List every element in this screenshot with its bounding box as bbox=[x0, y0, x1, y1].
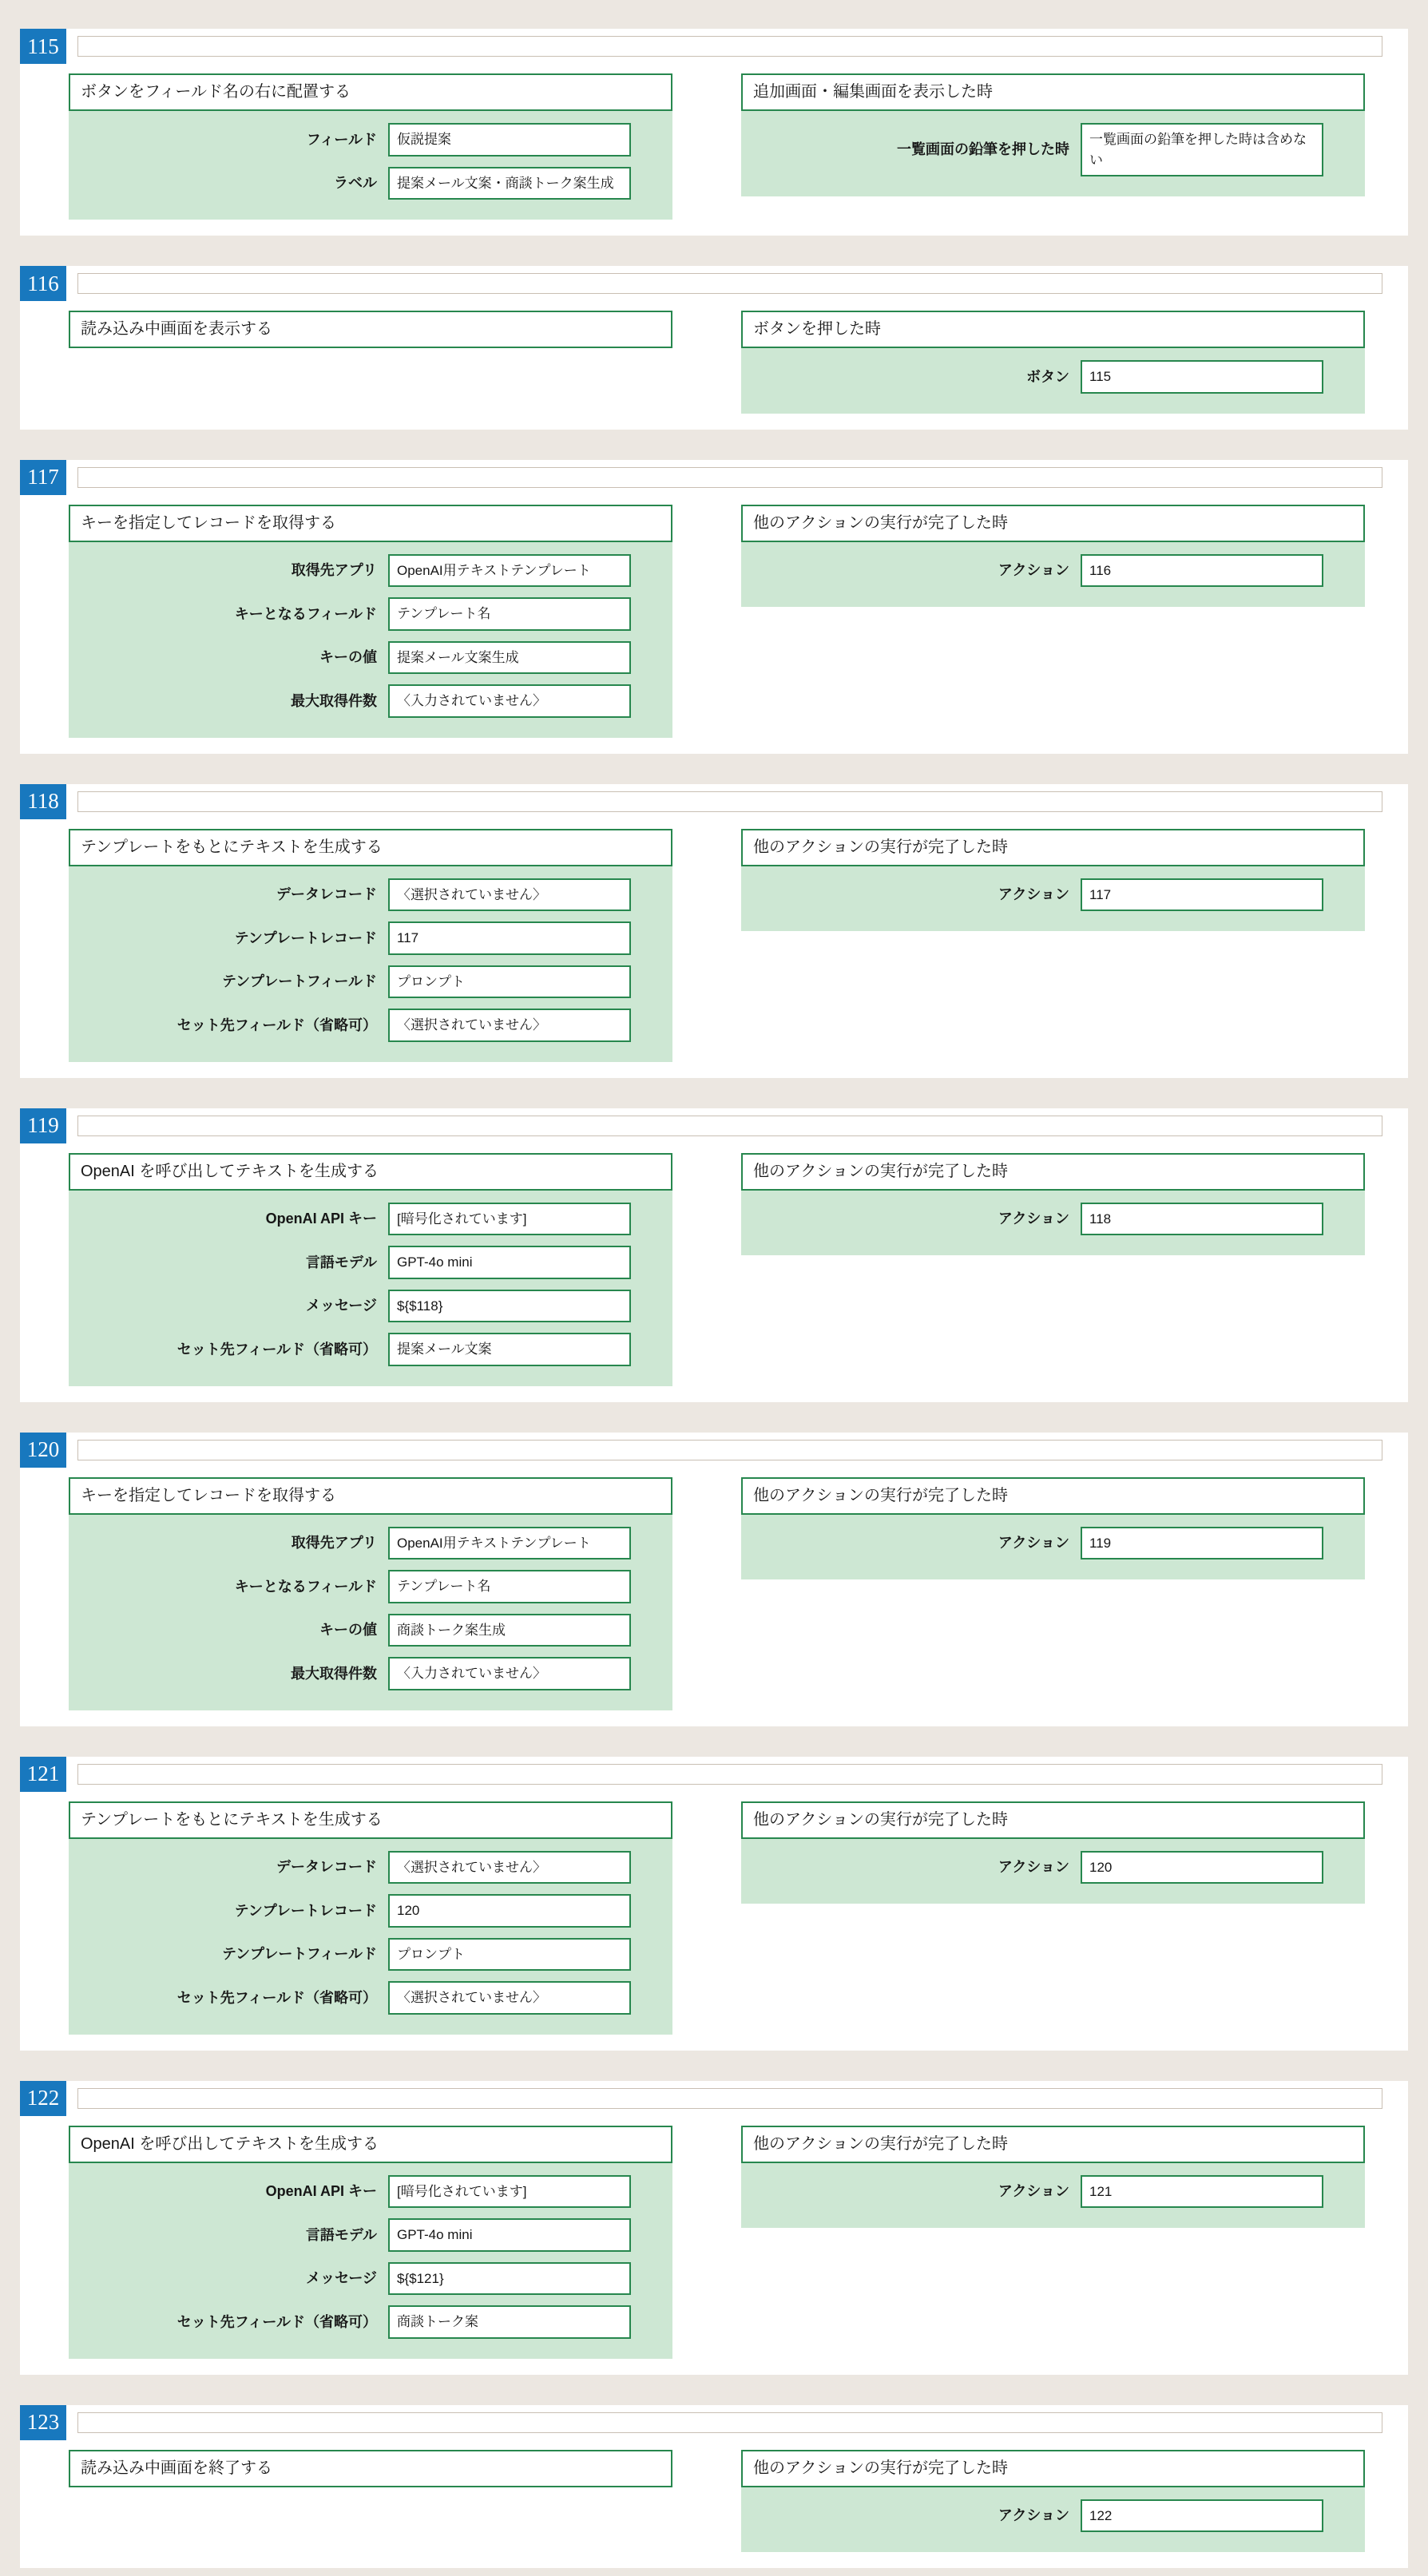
field-value-box[interactable]: 商談トーク案 bbox=[388, 2305, 631, 2339]
field-label: OpenAI API キー bbox=[265, 1211, 377, 1227]
field-label: セット先フィールド（省略可） bbox=[177, 1989, 377, 2006]
panel-body bbox=[741, 348, 1365, 414]
field-value-box[interactable]: プロンプト bbox=[388, 965, 631, 999]
field-row bbox=[69, 167, 631, 200]
field-row bbox=[69, 684, 631, 718]
field-label: テンプレートレコード bbox=[234, 1902, 377, 1919]
field-value-box[interactable]: 117 bbox=[1081, 878, 1323, 912]
block-number-badge: 116 bbox=[20, 266, 66, 301]
block-header bbox=[20, 784, 1408, 819]
field-row bbox=[69, 921, 631, 955]
panel-title: テンプレートをもとにテキストを生成する bbox=[69, 1801, 672, 1839]
action-panel bbox=[69, 311, 672, 348]
block-header bbox=[20, 266, 1408, 301]
field-label: メッセージ bbox=[306, 1298, 377, 1314]
field-row bbox=[69, 965, 631, 999]
field-value-box[interactable]: OpenAI用テキストテンプレート bbox=[388, 554, 631, 588]
memo-input[interactable] bbox=[77, 36, 1382, 57]
block-header bbox=[20, 29, 1408, 64]
field-row bbox=[69, 1570, 631, 1603]
field-value-box[interactable]: 仮説提案 bbox=[388, 123, 631, 157]
block-panels bbox=[69, 73, 1365, 220]
field-row bbox=[69, 2305, 631, 2339]
action-panel bbox=[69, 1477, 672, 1710]
field-label: 一覧画面の鉛筆を押した時 bbox=[897, 141, 1069, 158]
field-value-box[interactable]: ${$121} bbox=[388, 2262, 631, 2296]
field-value-box[interactable]: テンプレート名 bbox=[388, 597, 631, 631]
field-value-box[interactable]: 提案メール文案生成 bbox=[388, 641, 631, 675]
memo-input[interactable] bbox=[77, 2412, 1382, 2433]
field-row bbox=[69, 554, 631, 588]
panel-body bbox=[741, 866, 1365, 932]
action-block bbox=[20, 29, 1408, 236]
field-row bbox=[741, 360, 1323, 394]
block-header bbox=[20, 2081, 1408, 2116]
field-row bbox=[69, 1938, 631, 1972]
action-block bbox=[20, 266, 1408, 430]
block-panels bbox=[69, 505, 1365, 738]
block-number-badge: 115 bbox=[20, 29, 66, 64]
field-value-box[interactable]: 118 bbox=[1081, 1203, 1323, 1236]
field-value-box[interactable]: プロンプト bbox=[388, 1938, 631, 1972]
trigger-panel bbox=[741, 1477, 1365, 1580]
field-label: アクション bbox=[998, 1211, 1069, 1227]
field-row bbox=[741, 878, 1323, 912]
panel-body bbox=[69, 1839, 672, 2035]
memo-input[interactable] bbox=[77, 467, 1382, 488]
trigger-panel bbox=[741, 1801, 1365, 1904]
field-value-box[interactable]: 一覧画面の鉛筆を押した時は含めない bbox=[1081, 123, 1323, 176]
field-row bbox=[69, 1981, 631, 2015]
field-value-box[interactable]: 115 bbox=[1081, 360, 1323, 394]
field-label: ボタン bbox=[1026, 368, 1069, 385]
trigger-panel bbox=[741, 2450, 1365, 2553]
field-label: フィールド bbox=[306, 131, 377, 148]
field-value-box[interactable]: 122 bbox=[1081, 2499, 1323, 2533]
field-label: キーの値 bbox=[319, 649, 377, 665]
panel-body bbox=[69, 866, 672, 1062]
block-panels bbox=[69, 2450, 1365, 2553]
field-label: アクション bbox=[998, 886, 1069, 902]
field-label: アクション bbox=[998, 562, 1069, 578]
field-row bbox=[69, 1851, 631, 1884]
field-value-box[interactable]: 〈入力されていません〉 bbox=[388, 684, 631, 718]
field-row bbox=[69, 1333, 631, 1366]
field-label: ラベル bbox=[334, 175, 377, 191]
panel-body bbox=[69, 1191, 672, 1386]
trigger-panel bbox=[741, 2126, 1365, 2229]
action-block bbox=[20, 1108, 1408, 1402]
panel-title: キーを指定してレコードを取得する bbox=[69, 1477, 672, 1515]
block-panels bbox=[69, 1801, 1365, 2035]
panel-title: OpenAI を呼び出してテキストを生成する bbox=[69, 1153, 672, 1191]
action-panel bbox=[69, 2126, 672, 2359]
field-row bbox=[69, 2218, 631, 2252]
panel-title: 読み込み中画面を表示する bbox=[69, 311, 672, 348]
field-value-box[interactable]: [暗号化されています] bbox=[388, 2175, 631, 2209]
field-row bbox=[69, 641, 631, 675]
panel-body bbox=[741, 1191, 1365, 1256]
field-value-box[interactable]: 提案メール文案 bbox=[388, 1333, 631, 1366]
action-panel bbox=[69, 1801, 672, 2035]
field-label: キーの値 bbox=[319, 1622, 377, 1638]
field-value-box[interactable]: ${$118} bbox=[388, 1290, 631, 1323]
memo-input[interactable] bbox=[77, 2088, 1382, 2109]
field-label: セット先フィールド（省略可） bbox=[177, 1017, 377, 1033]
field-label: キーとなるフィールド bbox=[234, 1578, 377, 1595]
panel-title: 他のアクションの実行が完了した時 bbox=[741, 2450, 1365, 2487]
block-header bbox=[20, 1757, 1408, 1792]
trigger-panel bbox=[741, 829, 1365, 932]
memo-input[interactable] bbox=[77, 1440, 1382, 1460]
field-label: アクション bbox=[998, 1535, 1069, 1551]
memo-input[interactable] bbox=[77, 791, 1382, 812]
field-label: 言語モデル bbox=[305, 1254, 377, 1270]
field-row bbox=[741, 1527, 1323, 1560]
panel-body bbox=[741, 111, 1365, 196]
panel-title: 追加画面・編集画面を表示した時 bbox=[741, 73, 1365, 111]
field-row bbox=[69, 1203, 631, 1236]
field-row bbox=[741, 1851, 1323, 1884]
field-row bbox=[741, 554, 1323, 588]
memo-input[interactable] bbox=[77, 1116, 1382, 1136]
field-row bbox=[69, 1527, 631, 1560]
field-label: OpenAI API キー bbox=[265, 2183, 377, 2199]
panel-title: 他のアクションの実行が完了した時 bbox=[741, 1801, 1365, 1839]
panel-title: ボタンをフィールド名の右に配置する bbox=[69, 73, 672, 111]
field-label: データレコード bbox=[276, 1859, 377, 1875]
block-number-badge: 117 bbox=[20, 460, 66, 495]
action-panel bbox=[69, 1153, 672, 1386]
panel-body bbox=[69, 542, 672, 738]
field-label: セット先フィールド（省略可） bbox=[177, 1341, 377, 1357]
panel-body bbox=[741, 2163, 1365, 2229]
field-row bbox=[69, 1894, 631, 1928]
block-number-badge: 123 bbox=[20, 2405, 66, 2440]
field-label: 取得先アプリ bbox=[291, 562, 377, 578]
field-row bbox=[69, 878, 631, 912]
field-value-box[interactable]: 〈選択されていません〉 bbox=[388, 1009, 631, 1042]
field-row bbox=[69, 1657, 631, 1690]
action-block bbox=[20, 460, 1408, 754]
panel-title: テンプレートをもとにテキストを生成する bbox=[69, 829, 672, 866]
field-value-box[interactable]: 121 bbox=[1081, 2175, 1323, 2209]
block-number-badge: 122 bbox=[20, 2081, 66, 2116]
action-block bbox=[20, 784, 1408, 1078]
trigger-panel bbox=[741, 505, 1365, 608]
panel-title: 読み込み中画面を終了する bbox=[69, 2450, 672, 2487]
field-label: データレコード bbox=[276, 886, 377, 902]
trigger-panel bbox=[741, 73, 1365, 196]
field-row bbox=[69, 597, 631, 631]
panel-title: 他のアクションの実行が完了した時 bbox=[741, 829, 1365, 866]
field-value-box[interactable]: 〈選択されていません〉 bbox=[388, 878, 631, 912]
panel-title: ボタンを押した時 bbox=[741, 311, 1365, 348]
panel-body bbox=[69, 1515, 672, 1710]
field-value-box[interactable]: 119 bbox=[1081, 1527, 1323, 1560]
field-value-box[interactable]: テンプレート名 bbox=[388, 1570, 631, 1603]
field-row bbox=[69, 2175, 631, 2209]
memo-input[interactable] bbox=[77, 273, 1382, 294]
field-row bbox=[741, 2175, 1323, 2209]
field-value-box[interactable]: 117 bbox=[388, 921, 631, 955]
field-row bbox=[741, 123, 1323, 176]
field-label: 最大取得件数 bbox=[291, 692, 377, 709]
field-label: アクション bbox=[998, 2183, 1069, 2199]
field-value-box[interactable]: 提案メール文案・商談トーク案生成 bbox=[388, 167, 631, 200]
trigger-panel bbox=[741, 311, 1365, 414]
panel-title: 他のアクションの実行が完了した時 bbox=[741, 505, 1365, 542]
panel-body bbox=[741, 542, 1365, 608]
field-row bbox=[69, 1246, 631, 1279]
field-label: テンプレートレコード bbox=[234, 929, 377, 946]
panel-title: 他のアクションの実行が完了した時 bbox=[741, 2126, 1365, 2163]
field-value-box[interactable]: 120 bbox=[1081, 1851, 1323, 1884]
action-panel bbox=[69, 2450, 672, 2487]
block-header bbox=[20, 1108, 1408, 1143]
field-row bbox=[741, 1203, 1323, 1236]
field-value-box[interactable]: 〈選択されていません〉 bbox=[388, 1851, 631, 1884]
block-number-badge: 119 bbox=[20, 1108, 66, 1143]
action-block bbox=[20, 2081, 1408, 2375]
block-number-badge: 121 bbox=[20, 1757, 66, 1792]
block-panels bbox=[69, 1477, 1365, 1710]
field-label: 最大取得件数 bbox=[291, 1665, 377, 1682]
action-block bbox=[20, 1433, 1408, 1726]
block-panels bbox=[69, 829, 1365, 1062]
trigger-panel bbox=[741, 1153, 1365, 1256]
field-label: メッセージ bbox=[306, 2270, 377, 2286]
block-header bbox=[20, 1433, 1408, 1468]
panel-title: キーを指定してレコードを取得する bbox=[69, 505, 672, 542]
field-row bbox=[741, 2499, 1323, 2533]
action-panel bbox=[69, 505, 672, 738]
field-row bbox=[69, 1290, 631, 1323]
field-row bbox=[69, 2262, 631, 2296]
panel-body bbox=[741, 2487, 1365, 2553]
field-value-box[interactable]: [暗号化されています] bbox=[388, 1203, 631, 1236]
field-value-box[interactable]: 〈入力されていません〉 bbox=[388, 1657, 631, 1690]
action-block bbox=[20, 2405, 1408, 2569]
field-value-box[interactable]: 120 bbox=[388, 1894, 631, 1928]
panel-title: 他のアクションの実行が完了した時 bbox=[741, 1153, 1365, 1191]
panel-body bbox=[741, 1839, 1365, 1904]
action-panel bbox=[69, 73, 672, 220]
field-value-box[interactable]: 〈選択されていません〉 bbox=[388, 1981, 631, 2015]
field-label: 取得先アプリ bbox=[291, 1535, 377, 1551]
field-label: テンプレートフィールド bbox=[221, 973, 377, 989]
field-row bbox=[69, 123, 631, 157]
block-header bbox=[20, 2405, 1408, 2440]
field-value-box[interactable]: GPT-4o mini bbox=[388, 2218, 631, 2252]
field-label: テンプレートフィールド bbox=[221, 1946, 377, 1962]
panel-title: OpenAI を呼び出してテキストを生成する bbox=[69, 2126, 672, 2163]
field-value-box[interactable]: 116 bbox=[1081, 554, 1323, 588]
block-panels bbox=[69, 1153, 1365, 1386]
field-label: アクション bbox=[998, 2507, 1069, 2523]
block-number-badge: 118 bbox=[20, 784, 66, 819]
field-label: アクション bbox=[998, 1859, 1069, 1875]
panel-body bbox=[741, 1515, 1365, 1580]
memo-input[interactable] bbox=[77, 1764, 1382, 1785]
field-value-box[interactable]: 商談トーク案生成 bbox=[388, 1614, 631, 1647]
field-label: キーとなるフィールド bbox=[234, 605, 377, 622]
panel-body bbox=[69, 111, 672, 220]
block-panels bbox=[69, 311, 1365, 414]
field-label: セット先フィールド（省略可） bbox=[177, 2313, 377, 2330]
panel-body bbox=[69, 2163, 672, 2359]
panel-title: 他のアクションの実行が完了した時 bbox=[741, 1477, 1365, 1515]
action-block bbox=[20, 1757, 1408, 2051]
field-value-box[interactable]: GPT-4o mini bbox=[388, 1246, 631, 1279]
action-panel bbox=[69, 829, 672, 1062]
block-number-badge: 120 bbox=[20, 1433, 66, 1468]
block-panels bbox=[69, 2126, 1365, 2359]
field-row bbox=[69, 1009, 631, 1042]
field-row bbox=[69, 1614, 631, 1647]
block-header bbox=[20, 460, 1408, 495]
field-label: 言語モデル bbox=[305, 2226, 377, 2243]
field-value-box[interactable]: OpenAI用テキストテンプレート bbox=[388, 1527, 631, 1560]
